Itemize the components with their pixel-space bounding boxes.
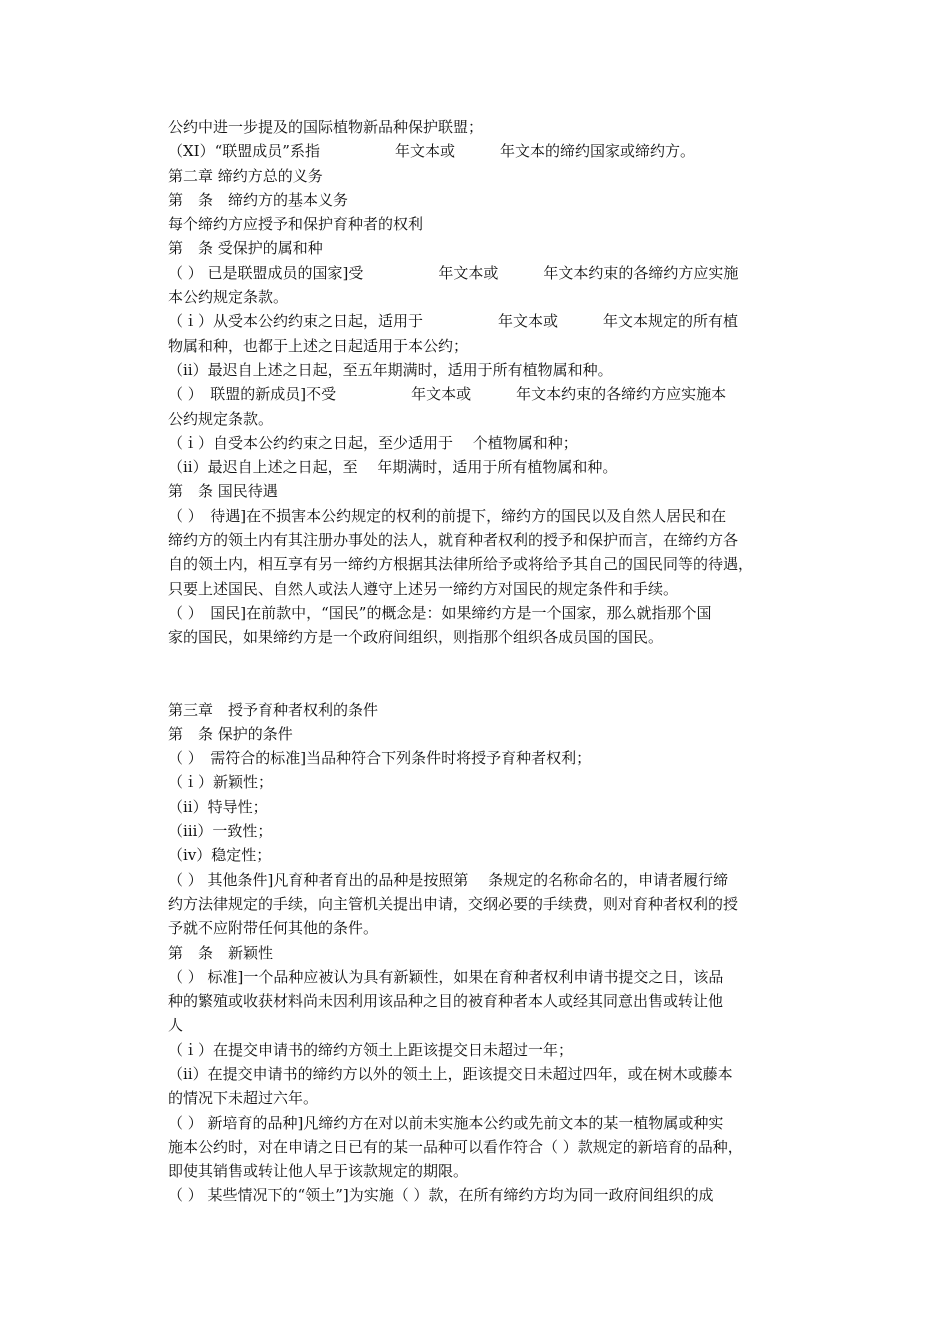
text-line: （ ） 国民]在前款中，“国民”的概念是：如果缔约方是一个国家，那么就指那个国 <box>168 603 712 622</box>
article-heading: 第 条 受保护的属和种 <box>168 239 323 258</box>
text-line: （ⅱ）最迟自上述之日起，至 年期满时，适用于所有植物属和种。 <box>168 458 618 477</box>
chapter-heading: 第三章 授予育种者权利的条件 <box>168 700 379 719</box>
text-line: （ ） 已是联盟成员的国家]受 年文本或 年文本约束的各缔约方应实施 <box>168 263 739 282</box>
text-line: （ⅱ）特导性； <box>168 797 268 816</box>
text-line: （XI）“联盟成员”系指 年文本或 年文本的缔约国家或缔约方。 <box>168 142 695 161</box>
text-line: 约方法律规定的手续，向主管机关提出申请，交纲必要的手续费，则对育种者权利的授 <box>168 894 739 913</box>
text-line: （ ） 需符合的标准]当品种符合下列条件时将授予育种者权利； <box>168 749 592 768</box>
section-part1 <box>168 115 818 650</box>
text-line: （ ） 新培育的品种]凡缔约方在对以前未实施本公约或先前文本的某一植物属或种实 <box>168 1113 724 1132</box>
text-line: 施本公约时，对在申请之日已有的某一品种可以看作符合（ ）款规定的新培育的品种， <box>168 1137 743 1156</box>
text-line: 只要上述国民、自然人或法人遵守上述另一缔约方对国民的规定条件和手续。 <box>168 579 679 598</box>
blank-gap <box>168 650 818 698</box>
text-line: 的情况下未超过六年。 <box>168 1089 319 1108</box>
text-line: 予就不应附带任何其他的条件。 <box>168 919 379 938</box>
text-line: （ｉ）在提交申请书的缔约方领土上距该提交日未超过一年； <box>168 1040 574 1059</box>
text-line: （ ） 联盟的新成员]不受 年文本或 年文本约束的各缔约方应实施本 <box>168 385 727 404</box>
text-line: 人 <box>168 1016 184 1035</box>
article-heading: 第 条 保护的条件 <box>168 724 293 743</box>
text-line: 自的领土内，相互享有另一缔约方根据其法律所给予或将给予其自己的国民同等的待遇， <box>168 555 754 574</box>
chapter-heading: 第二章 缔约方总的义务 <box>168 166 323 185</box>
article-heading: 第 条 新颖性 <box>168 943 274 962</box>
text-line: 物属和种，也都于上述之日起适用于本公约； <box>168 336 469 355</box>
text-line: 缔约方的领土内有其注册办事处的法人，就育种者权利的授予和保护而言，在缔约方各 <box>168 531 739 550</box>
text-line: （ ） 某些情况下的“领土”]为实施（ ）款，在所有缔约方均为同一政府间组织的成 <box>168 1186 714 1205</box>
text-line: （ⅲ）一致性； <box>168 822 273 841</box>
text-line: （ⅱ）最迟自上述之日起，至五年期满时，适用于所有植物属和种。 <box>168 360 613 379</box>
text-line: （ｉ）新颖性； <box>168 773 274 792</box>
text-line: （ ） 标准]一个品种应被认为具有新颖性，如果在育种者权利申请书提交之日，该品 <box>168 967 724 986</box>
text-line: 公约中进一步提及的国际植物新品种保护联盟； <box>168 118 484 136</box>
text-line: （ ） 待遇]在不损害本公约规定的权利的前提下，缔约方的国民以及自然人居民和在 <box>168 506 727 525</box>
text-line: 每个缔约方应授予和保护育种者的权利 <box>168 215 424 234</box>
text-line: （ｉ）从受本公约约束之日起，适用于 年文本或 年文本规定的所有植 <box>168 312 739 331</box>
document-page <box>168 115 818 1208</box>
text-line: （ⅳ）稳定性； <box>168 846 272 865</box>
article-heading: 第 条 缔约方的基本义务 <box>168 190 349 209</box>
text-line: （ｉ）自受本公约约束之日起，至少适用于 个植物属和种； <box>168 433 578 452</box>
text-line: （ⅱ）在提交申请书的缔约方以外的领土上，距该提交日未超过四年，或在树木或藤本 <box>168 1064 733 1083</box>
section-part2 <box>168 698 818 1208</box>
article-heading: 第 条 国民待遇 <box>168 482 278 501</box>
text-line: 本公约规定条款。 <box>168 288 289 307</box>
text-line: 即使其销售或转让他人早于该款规定的期限。 <box>168 1162 469 1181</box>
text-line: 公约规定条款。 <box>168 409 274 428</box>
text-line: 种的繁殖或收获材料尚未因利用该品种之目的被育种者本人或经其同意出售或转让他 <box>168 992 724 1011</box>
text-line: 家的国民，如果缔约方是一个政府间组织，则指那个组织各成员国的国民。 <box>168 628 664 647</box>
text-line: （ ） 其他条件]凡育种者育出的品种是按照第 条规定的名称命名的，申请者履行缔 <box>168 870 729 889</box>
